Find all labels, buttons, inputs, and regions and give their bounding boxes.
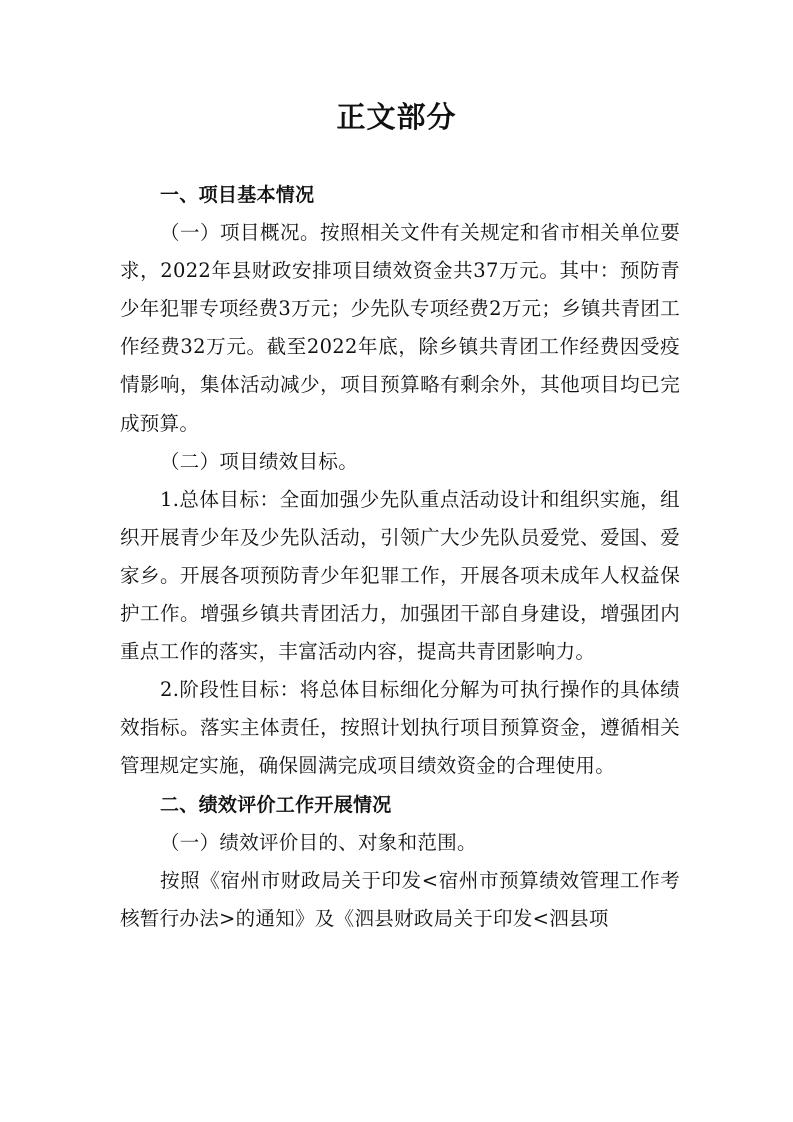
page-title: 正文部分 <box>336 100 457 134</box>
section-heading-2: 二、绩效评价工作开展情况 <box>160 793 392 816</box>
paragraph-project-overview: （一）项目概况。按照相关文件有关规定和省市相关单位要求，2022年县财政安排项目绩效资金共37万元。其中：预防青少年犯罪专项经费3万元；少先队专项经费2万元；乡镇共青团工作经费32万元。截至2022年底，除乡镇共青团工作经费因受疫情影响，集体活动减少，项目预算略有剩余外，其他项目均已完成预算。 <box>120 221 681 435</box>
paragraph-evaluation-scope: （一）绩效评价目的、对象和范围。 <box>160 830 477 854</box>
document-body <box>120 176 680 938</box>
paragraph-performance-goals: （二）项目绩效目标。 <box>160 449 359 473</box>
paragraph-overall-goal: 1.总体目标：全面加强少先队重点活动设计和组织实施，组织开展青少年及少先队活动，引领广大少先队员爱党、爱国、爱家乡。开展各项预防青少年犯罪工作，开展各项未成年人权益保护工作。增强乡镇共青团活力，加强团干部自身建设，增强团内重点工作的落实，丰富活动内容，提高共青团影响力。 <box>120 487 680 664</box>
paragraph-evaluation-basis: 按照《宿州市财政局关于印发<宿州市预算绩效管理工作考核暂行办法>的通知》及《泗县财政局关于印发<泗县项 <box>120 868 680 930</box>
paragraph-stage-goal: 2.阶段性目标：将总体目标细化分解为可执行操作的具体绩效指标。落实主体责任，按照计划执行项目预算资金，遵循相关管理规定实施，确保圆满完成项目绩效资金的合理使用。 <box>120 678 680 778</box>
section-heading-1: 一、项目基本情况 <box>160 184 315 206</box>
